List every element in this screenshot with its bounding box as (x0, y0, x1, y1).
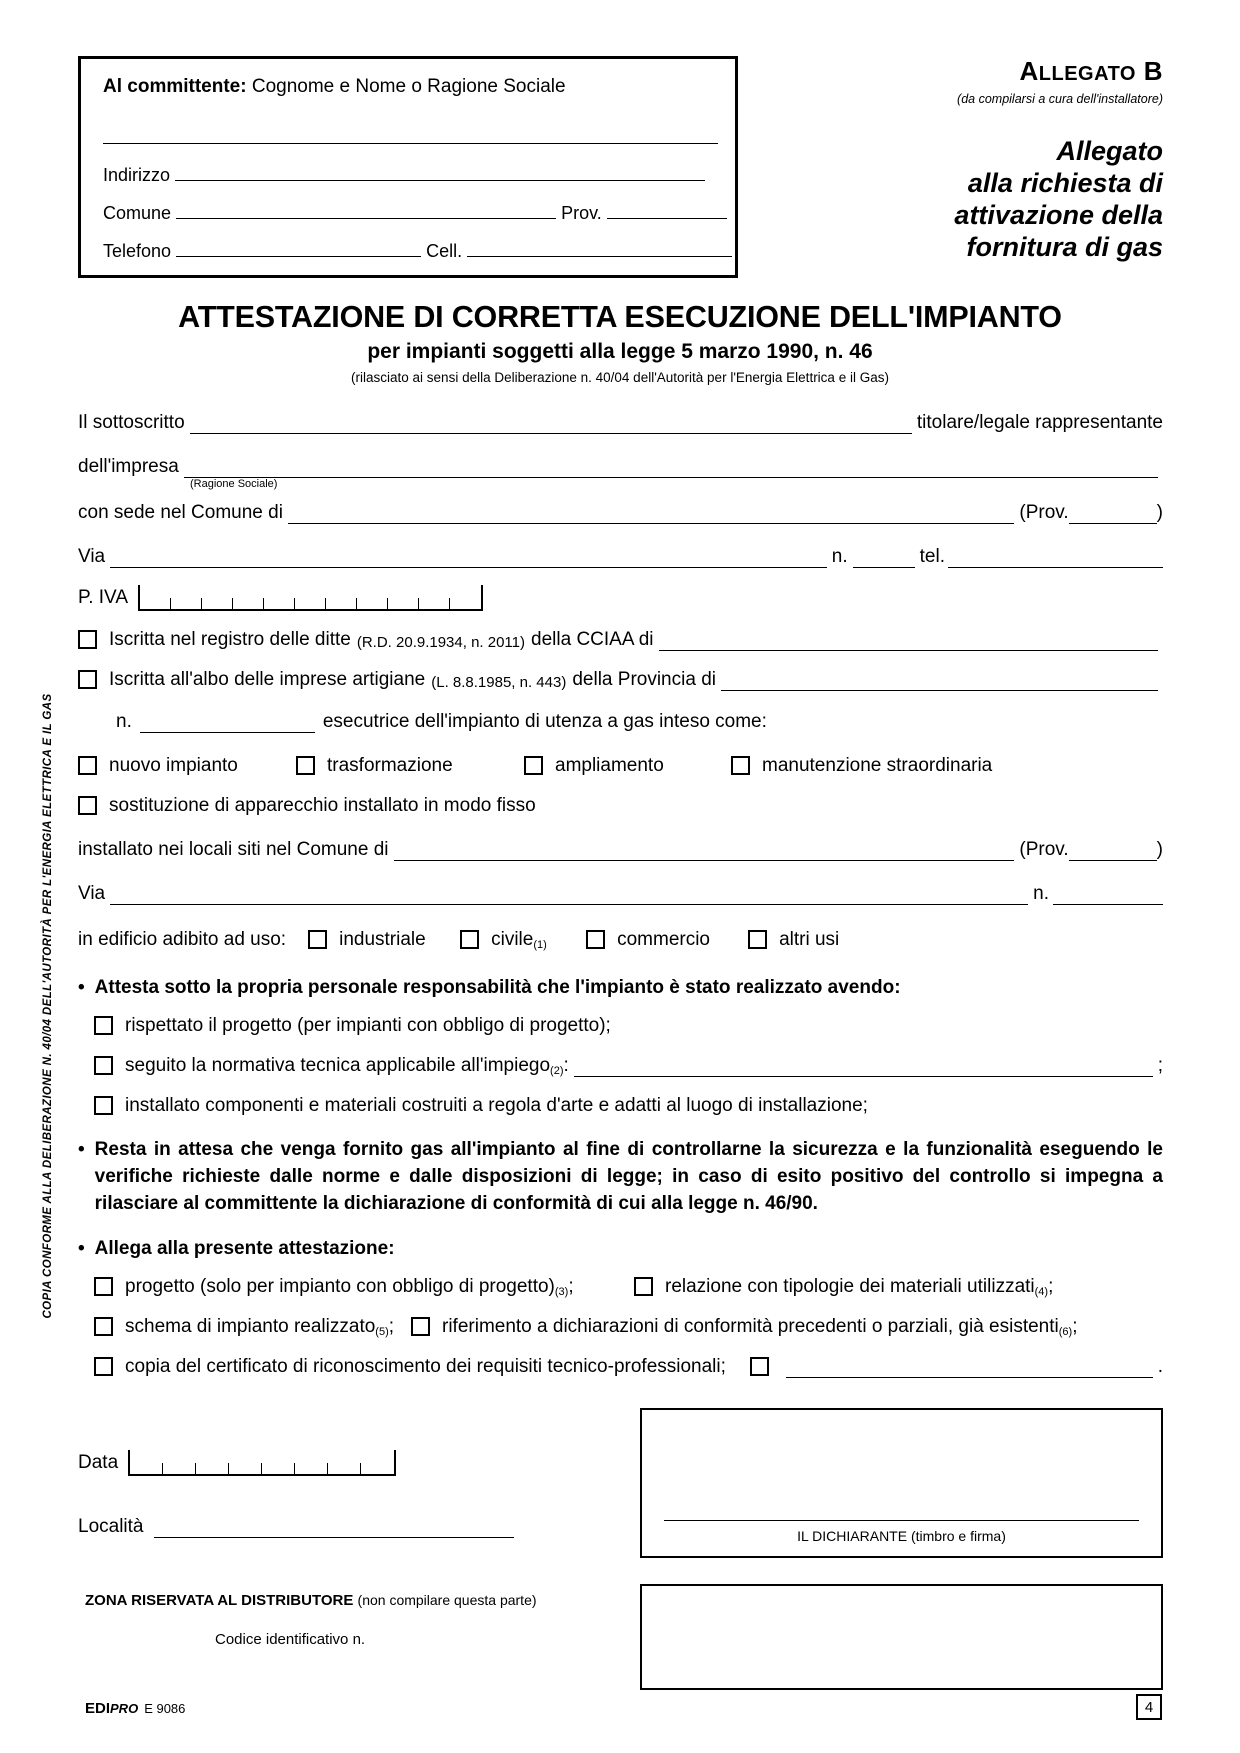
header (78, 56, 1163, 286)
checkbox-commercio[interactable] (586, 930, 605, 949)
localita-input[interactable] (154, 1521, 514, 1538)
iscritta-registro-tail: della CCIAA di (531, 629, 654, 650)
page-subtitle: per impianti soggetti alla legge 5 marzo 1990, n. 46 (367, 340, 873, 363)
allega-row-1 (78, 1276, 1163, 1298)
sede-prov-open: (Prov. (1019, 502, 1069, 523)
publisher-logo (85, 1700, 185, 1717)
bullet-icon-allega: • (78, 1237, 85, 1259)
option-civile[interactable] (460, 929, 586, 951)
tipo-impianto-options (78, 755, 1163, 777)
attesta-2-label: seguito la normativa tecnica applicabile all'impiego (125, 1055, 551, 1076)
allega-relazione-label: relazione con tipologie dei materiali utilizzati (665, 1275, 1035, 1297)
allega-schema-note: (5) (375, 1325, 389, 1338)
allega-row-2 (78, 1316, 1163, 1338)
option-altri-usi[interactable] (748, 929, 839, 951)
checkbox-rispettato-progetto[interactable] (94, 1016, 113, 1035)
allegato-big-line2: alla richiesta di (967, 167, 1163, 198)
checkbox-manutenzione[interactable] (731, 756, 750, 775)
prov-label: Prov. (561, 202, 602, 223)
allegato-subtitle (763, 136, 1163, 263)
allegato-big-line3: attivazione della (954, 199, 1163, 230)
tel-label: tel. (919, 546, 945, 567)
installato-prov-close: ) (1156, 839, 1163, 860)
ragione-sociale-hint: (Ragione Sociale) (190, 478, 278, 490)
comune-line[interactable] (176, 204, 556, 219)
comb-cell[interactable] (326, 598, 357, 609)
attesta-2-row[interactable] (78, 1055, 1163, 1077)
checkbox-civile[interactable] (460, 930, 479, 949)
allega-option-progetto[interactable] (94, 1276, 634, 1298)
committente-indirizzo-row[interactable] (103, 165, 713, 186)
installato-prov-input[interactable] (1069, 844, 1157, 861)
allega-heading (78, 1238, 1163, 1260)
option-commercio-label: commercio (617, 929, 710, 950)
resta-line-3: a rilasciare al committente la dichiarazione di conformità di cui alla legge n. 46/90. (94, 1165, 1163, 1214)
allega-riferimento-end: ; (1072, 1315, 1078, 1337)
allega-progetto-end: ; (568, 1275, 574, 1297)
via2-label: Via (78, 883, 106, 904)
checkbox-altri-usi[interactable] (748, 930, 767, 949)
iscritta-registro-label: Iscritta nel registro delle ditte (109, 629, 351, 650)
allegato-a-cap: A (1019, 56, 1039, 86)
allega-progetto-note: (3) (554, 1285, 569, 1298)
option-ampliamento-label: ampliamento (555, 755, 664, 776)
allega-heading-text: Allega alla presente attestazione: (94, 1237, 395, 1259)
committente-telefono-row[interactable] (103, 241, 713, 262)
committente-box (78, 56, 738, 278)
telefono-label: Telefono (103, 240, 172, 261)
checkbox-allega-progetto[interactable] (94, 1277, 113, 1296)
impresa-label: dell'impresa (78, 456, 179, 477)
option-nuovo-impianto-label: nuovo impianto (109, 755, 238, 776)
iscritta-albo-ref: (L. 8.8.1985, n. 443) (431, 674, 567, 691)
checkbox-nuovo-impianto[interactable] (78, 756, 97, 775)
page-subtitle-2: (rilasciato ai sensi della Deliberazione n. 40/04 dell'Autorità per l'Energia Elettrica e il Gas) (351, 370, 889, 385)
sede-label: con sede nel Comune di (78, 502, 283, 523)
piva-row[interactable] (78, 585, 1163, 611)
data-label: Data (78, 1452, 119, 1473)
distributore-box[interactable] (640, 1584, 1163, 1690)
comb-cell[interactable] (130, 1463, 163, 1474)
comb-cell[interactable] (140, 598, 171, 609)
page-title: ATTESTAZIONE DI CORRETTA ESECUZIONE DELL'IMPIANTO (178, 300, 1062, 334)
committente-comune-row[interactable] (103, 203, 713, 224)
attesta-2-input[interactable] (574, 1060, 1153, 1077)
allega-riferimento-label: riferimento a dichiarazioni di conformità precedenti o parziali, già esistenti (442, 1315, 1059, 1337)
publisher-pro: PRO (110, 1701, 139, 1716)
comb-cell[interactable] (450, 598, 481, 609)
sede-prov-input[interactable] (1069, 507, 1157, 524)
option-industriale-label: industriale (339, 929, 426, 950)
comb-cell[interactable] (171, 598, 202, 609)
attesta-1-row[interactable] (78, 1015, 1163, 1037)
via2-n-input[interactable] (1053, 888, 1163, 905)
allega-relazione-note: (4) (1034, 1285, 1049, 1298)
installato-prov-open: (Prov. (1019, 839, 1069, 860)
indirizzo-label: Indirizzo (103, 164, 171, 185)
numero-esecutrice-input[interactable] (140, 716, 315, 733)
option-ampliamento[interactable] (524, 755, 731, 777)
edificio-label: in edificio adibito ad uso: (78, 929, 287, 950)
attesta-3-row[interactable] (78, 1095, 1163, 1117)
comb-cell[interactable] (262, 1463, 295, 1474)
via-n-label: n. (831, 546, 848, 567)
titolare-label: titolare/legale rappresentante (916, 412, 1163, 433)
sottoscritto-label: Il sottoscritto (78, 412, 185, 433)
numero-esecutrice-tail: esecutrice dell'impianto di utenza a gas inteso come: (322, 711, 767, 732)
allega-option-riferimento[interactable] (411, 1316, 1077, 1338)
allega-riferimento-note: (6) (1058, 1325, 1073, 1338)
committente-name-line[interactable] (103, 129, 718, 144)
iscritta-albo-label: Iscritta all'albo delle imprese artigiane (109, 669, 426, 690)
comb-cell[interactable] (295, 598, 326, 609)
dichiarante-caption: IL DICHIARANTE (timbro e firma) (797, 1528, 1006, 1544)
localita-row[interactable] (78, 1516, 598, 1538)
attesta-1-label: rispettato il progetto (per impianti con obbligo di progetto); (125, 1015, 611, 1036)
checkbox-trasformazione[interactable] (296, 756, 315, 775)
comb-cell[interactable] (328, 1463, 361, 1474)
attesta-heading-text: Attesta sotto la propria personale responsabilità che l'impianto è stato realizzato avendo: (94, 977, 901, 998)
checkbox-allega-relazione[interactable] (634, 1277, 653, 1296)
comb-cell[interactable] (233, 598, 264, 609)
bullet-icon: • (78, 977, 85, 998)
allegato-rest: LLEGATO (1038, 63, 1136, 85)
zona-distributore-note: (non compilare questa parte) (357, 1592, 537, 1608)
comb-cell[interactable] (361, 1463, 394, 1474)
installato-row[interactable] (78, 839, 1163, 861)
sede-prov-close: ) (1156, 502, 1163, 523)
allega-schema-label: schema di impianto realizzato (125, 1315, 376, 1337)
committente-title-rest: Cognome e Nome o Ragione Sociale (251, 76, 566, 97)
allegato-big-line4: fornitura di gas (966, 231, 1163, 262)
numero-esecutrice-row[interactable] (78, 711, 1163, 733)
comune-label: Comune (103, 202, 172, 223)
allega-row-3 (78, 1356, 1163, 1378)
option-civile-note: (1) (533, 939, 547, 951)
option-trasformazione-label: trasformazione (327, 755, 453, 776)
via2-row[interactable] (78, 883, 1163, 905)
comb-cell[interactable] (295, 1463, 328, 1474)
iscritta-albo-tail: della Provincia di (572, 669, 716, 690)
comb-cell[interactable] (264, 598, 295, 609)
publisher-code: E 9086 (144, 1701, 186, 1716)
side-margin-note: COPIA CONFORME ALLA DELIBERAZIONE N. 40/04 DELL'AUTORITÀ PER L'ENERGIA ELETTRICA E IL GAS (42, 693, 54, 1319)
comb-cell[interactable] (419, 598, 450, 609)
attesta-2-note: (2) (550, 1065, 564, 1077)
allega-schema-end: ; (388, 1315, 395, 1337)
page-number: 4 (1136, 1694, 1162, 1720)
comb-cell[interactable] (357, 598, 388, 609)
cell-line[interactable] (467, 242, 732, 257)
form-body (78, 412, 1163, 1378)
sede-row[interactable] (78, 502, 1163, 524)
via-label: Via (78, 546, 106, 567)
cciaa-input[interactable] (659, 634, 1158, 651)
allegato-letter: B (1143, 56, 1163, 86)
option-trasformazione[interactable] (296, 755, 524, 777)
checkbox-ampliamento[interactable] (524, 756, 543, 775)
data-row[interactable] (78, 1450, 598, 1476)
iscritta-registro-row[interactable] (78, 629, 1163, 651)
publisher-edi: EDI (85, 1700, 111, 1717)
tel-input[interactable] (948, 551, 1163, 568)
attesta-heading (78, 977, 1163, 999)
installato-input[interactable] (394, 844, 1015, 861)
checkbox-allega-certificato[interactable] (94, 1357, 113, 1376)
checkbox-allega-schema[interactable] (94, 1317, 113, 1336)
dichiarante-signature-line[interactable] (664, 1519, 1139, 1521)
checkbox-allega-altro[interactable] (750, 1357, 769, 1376)
allega-altro-input[interactable] (786, 1361, 1153, 1378)
sede-input[interactable] (288, 507, 1014, 524)
option-sostituzione-row[interactable] (78, 795, 1163, 817)
via-row[interactable] (78, 546, 1163, 568)
impresa-row[interactable] (78, 456, 1163, 490)
option-manutenzione[interactable] (731, 755, 992, 777)
resta-line-2: le verifiche richieste dalle norme e dalle disposizioni di legge; in caso di esito positivo del controllo si impegna (94, 1139, 1163, 1187)
installato-label: installato nei locali siti nel Comune di (78, 839, 389, 860)
via-input[interactable] (110, 551, 827, 568)
resta-text (95, 1137, 1163, 1218)
attesta-2-semicolon: ; (1157, 1055, 1163, 1076)
allega-option-schema[interactable] (94, 1316, 411, 1338)
committente-title (103, 77, 713, 98)
comb-cell[interactable] (388, 598, 419, 609)
option-sostituzione-label: sostituzione di apparecchio installato in modo fisso (109, 795, 536, 816)
option-nuovo-impianto[interactable] (78, 755, 296, 777)
option-industriale[interactable] (308, 929, 460, 951)
committente-name-row[interactable] (103, 128, 713, 149)
data-block (78, 1450, 598, 1538)
checkbox-industriale[interactable] (308, 930, 327, 949)
via2-n-label: n. (1033, 883, 1049, 904)
option-commercio[interactable] (586, 929, 748, 951)
allegato-big-line1: Allegato (1056, 136, 1163, 166)
bullet-icon-resta: • (78, 1139, 85, 1160)
sottoscritto-row[interactable] (78, 412, 1163, 434)
comb-cell[interactable] (163, 1463, 196, 1474)
option-manutenzione-label: manutenzione straordinaria (762, 755, 993, 776)
comb-cell[interactable] (196, 1463, 229, 1474)
zona-distributore-bold: ZONA RISERVATA AL DISTRIBUTORE (85, 1592, 354, 1609)
attesta-3-label: installato componenti e materiali costruiti a regola d'arte e adatti al luogo di installazione; (125, 1095, 868, 1116)
piva-label: P. IVA (78, 587, 128, 608)
iscritta-albo-row[interactable] (78, 669, 1163, 691)
allega-altro-end: . (1157, 1355, 1163, 1377)
provincia-input[interactable] (721, 674, 1158, 691)
impresa-input[interactable] (184, 461, 1158, 478)
piva-comb-input[interactable] (138, 585, 483, 611)
attesta-2-colon: : (563, 1055, 569, 1076)
comb-cell[interactable] (202, 598, 233, 609)
allegato-b-title (763, 56, 1163, 87)
via2-input[interactable] (110, 888, 1028, 905)
data-comb-input[interactable] (128, 1450, 396, 1476)
checkbox-normativa-tecnica[interactable] (94, 1056, 113, 1075)
indirizzo-line[interactable] (175, 166, 705, 181)
allega-certificato-label: copia del certificato di riconoscimento dei requisiti tecnico-professionali; (125, 1355, 726, 1377)
checkbox-allega-riferimento[interactable] (411, 1317, 430, 1336)
comb-cell[interactable] (229, 1463, 262, 1474)
telefono-line[interactable] (176, 242, 421, 257)
allega-progetto-label: progetto (solo per impianto con obbligo di progetto) (125, 1275, 555, 1297)
checkbox-componenti-materiali[interactable] (94, 1096, 113, 1115)
option-altri-usi-label: altri usi (779, 929, 840, 950)
resta-paragraph (78, 1137, 1163, 1218)
committente-title-bold: Al committente: (103, 76, 247, 97)
checkbox-iscritta-albo[interactable] (78, 670, 97, 689)
checkbox-iscritta-registro[interactable] (78, 630, 97, 649)
compilarsi-note: (da compilarsi a cura dell'installatore) (957, 92, 1163, 106)
sottoscritto-input[interactable] (190, 417, 912, 434)
cell-label: Cell. (426, 240, 463, 261)
edificio-row (78, 929, 1163, 951)
allega-option-relazione[interactable] (634, 1276, 1053, 1298)
dichiarante-box[interactable] (640, 1408, 1163, 1558)
checkbox-sostituzione[interactable] (78, 796, 97, 815)
option-civile-label: civile (491, 929, 534, 950)
codice-identificativo-label: Codice identificativo n. (215, 1631, 366, 1648)
allega-relazione-end: ; (1048, 1275, 1054, 1297)
resta-line-1: Resta in attesa che venga fornito gas all'impianto al fine di controllarne la sicurezza e la funzionalità eseguendo (94, 1139, 1140, 1160)
header-right (763, 56, 1163, 263)
localita-label: Località (78, 1516, 144, 1537)
zona-distributore-title (85, 1592, 605, 1609)
prov-line[interactable] (607, 204, 727, 219)
iscritta-registro-ref: (R.D. 20.9.1934, n. 2011) (356, 634, 526, 651)
via-n-input[interactable] (853, 551, 915, 568)
numero-esecutrice-label: n. (116, 711, 132, 732)
zona-distributore (85, 1592, 605, 1648)
